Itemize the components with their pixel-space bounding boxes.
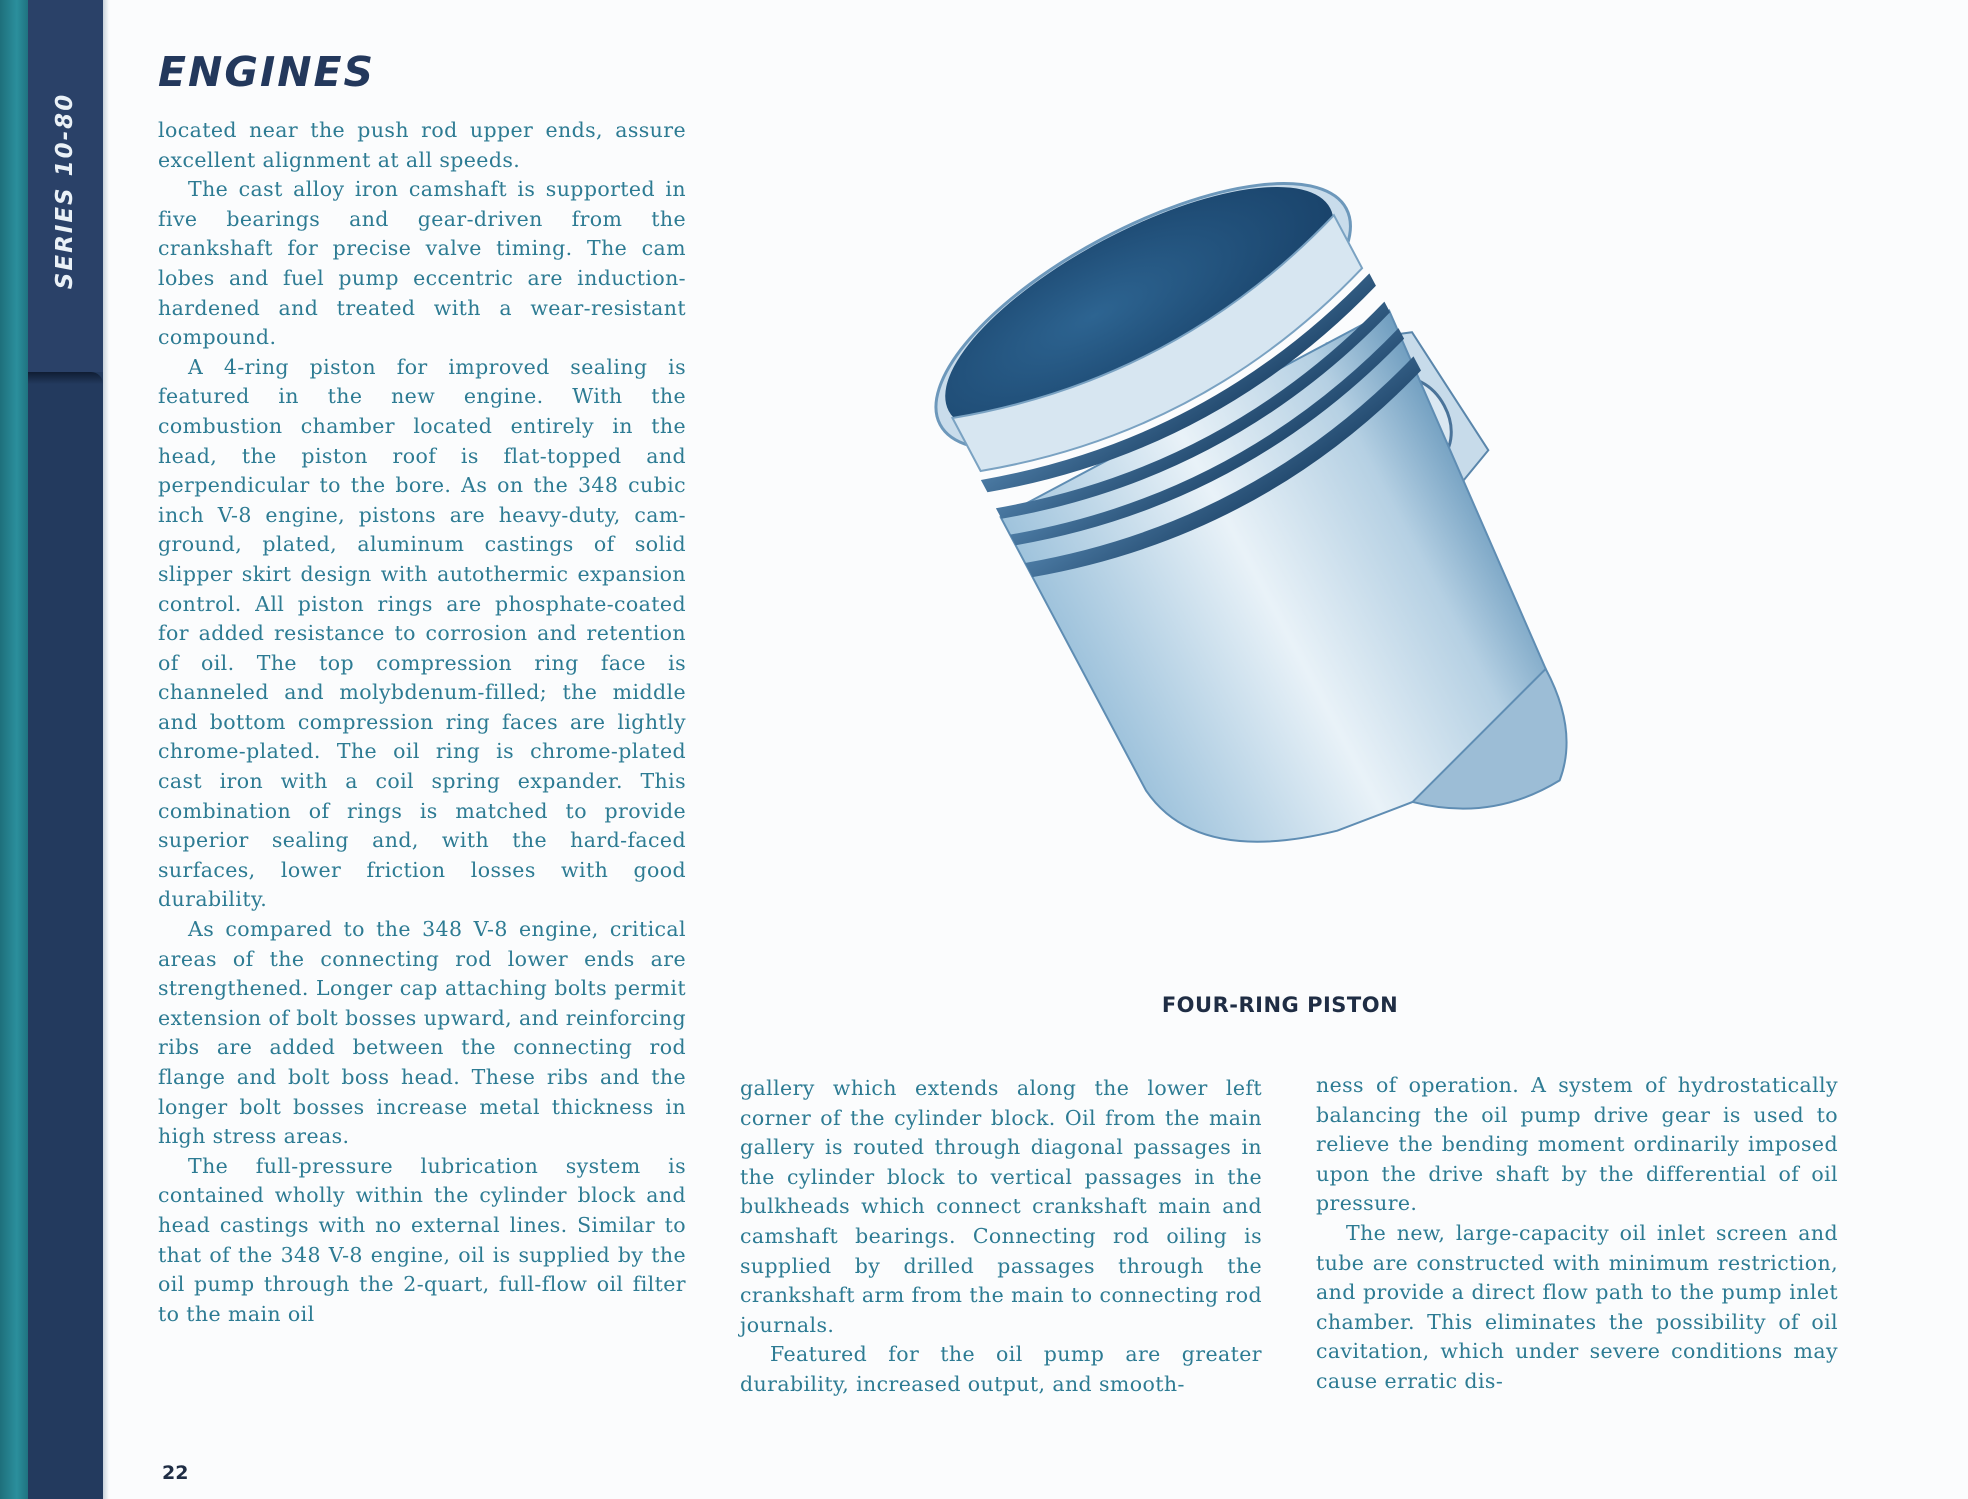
piston-photo (880, 95, 1620, 955)
book-edge-strip (0, 0, 28, 1499)
page-number: 22 (162, 1462, 189, 1484)
middle-text-column (740, 1074, 1262, 1400)
series-label-text: SERIES 10-80 (52, 92, 79, 290)
paragraph: The cast alloy iron camshaft is supported in five bearings and gear-driven from the crankshaft for precise valve timing. The cam lobes and fuel pump eccentric are induction-hardened and treated with a wear-resistant compound. (158, 177, 686, 350)
figure-caption: FOUR-RING PISTON (1161, 993, 1399, 1017)
page-gutter-shadow (103, 0, 109, 1499)
page-heading: ENGINES (158, 48, 376, 96)
paragraph: gallery which extends along the lower left corner of the cylinder block. Oil from the main gallery is routed through diagonal passages in the cylinder block to vertical passages in the bulkheads which connect crankshaft main and camshaft bearings. Connecting rod oiling is supplied by drilled passages through the crankshaft arm from the main to connecting rod journals. (740, 1076, 1262, 1337)
paragraph: The new, large-capacity oil inlet screen and tube are constructed with minimum restriction, and provide a direct flow path to the pump inlet chamber. This eliminates the possibility of oil cavitation, which under severe conditions may cause erratic dis- (1316, 1220, 1838, 1393)
piston-body (899, 125, 1620, 955)
right-text-column (1316, 1071, 1838, 1397)
left-text-column (158, 116, 686, 1329)
paragraph: As compared to the 348 V-8 engine, critical areas of the connecting rod lower ends are strengthened. Longer cap attaching bolts permit extension of bolt bosses upward, and reinforcing ribs are added between the connecting rod flange and bolt boss head. These ribs and the longer bolt bosses increase metal thickness in high stress areas. (158, 917, 686, 1149)
sidebar-tab-fold (28, 372, 103, 384)
paragraph: A 4-ring piston for improved sealing is featured in the new engine. With the combustion chamber located entirely in the head, the piston roof is flat-topped and perpendicular to the bore. As on the 348 cubic inch V-8 engine, pistons are heavy-duty, cam-ground, plated, aluminum castings of solid slipper skirt design with autothermic expansion control. All piston rings are phosphate-coated for added resistance to corrosion and retention of oil. The top compression ring face is channeled and molybdenum-filled; the middle and bottom compression ring faces are lightly chrome-plated. The oil ring is chrome-plated cast iron with a coil spring expander. This combination of rings is matched to provide superior sealing and, with the hard-faced surfaces, lower friction losses with good durability. (158, 354, 686, 912)
paragraph: located near the push rod upper ends, assure excellent alignment at all speeds. (158, 118, 686, 172)
paragraph: ness of operation. A system of hydrostatically balancing the oil pump drive gear is used to relieve the bending moment ordinarily imposed upon the drive shaft by the differential of oil pressure. (1316, 1073, 1838, 1216)
series-label (47, 92, 83, 290)
paragraph: The full-pressure lubrication system is contained wholly within the cylinder block and head castings with no external lines. Similar to that of the 348 V-8 engine, oil is supplied by the oil pump through the 2-quart, full-flow oil filter to the main oil (158, 1153, 686, 1326)
paragraph: Featured for the oil pump are greater durability, increased output, and smooth- (740, 1342, 1262, 1396)
